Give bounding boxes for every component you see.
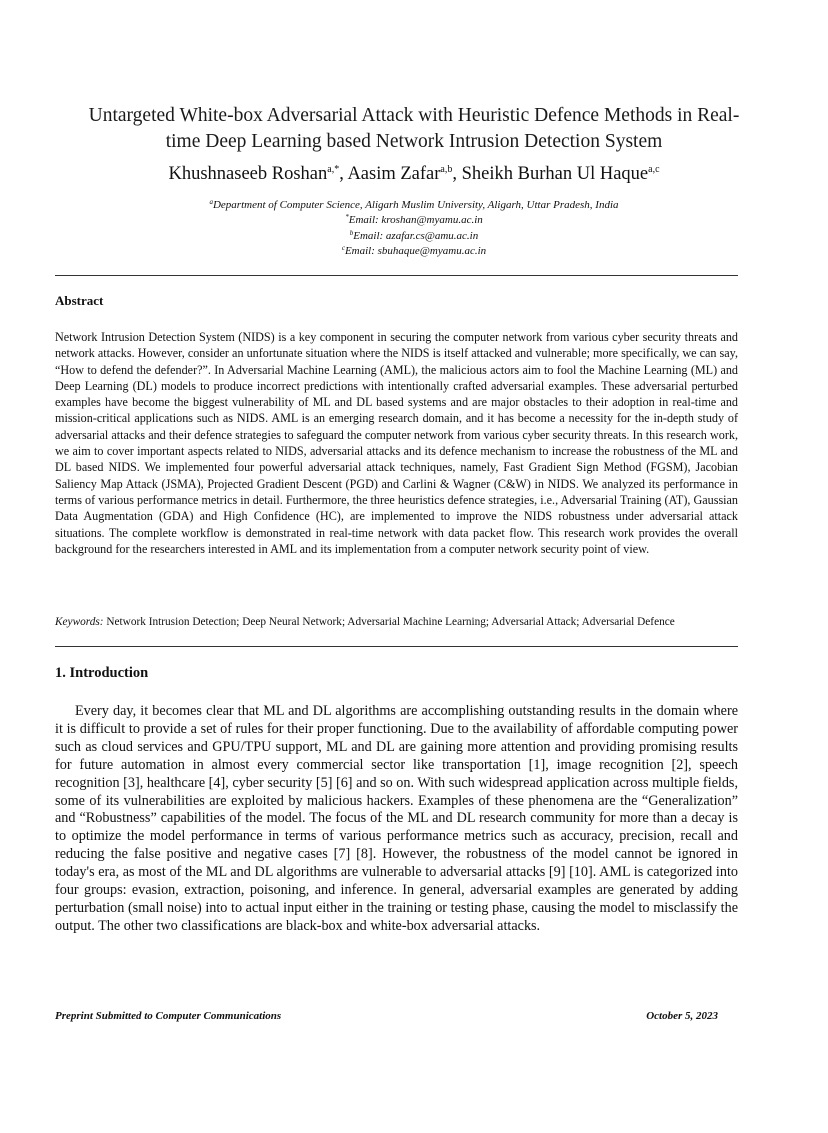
email-text: Email: azafar.cs@amu.ac.in (353, 229, 479, 242)
footer-venue: Preprint Submitted to Computer Communications (55, 1010, 282, 1022)
keywords-label: Keywords: (55, 616, 104, 628)
email-line (40, 229, 788, 244)
affiliation-text: Department of Computer Science, Aligarh Muslim University, Aligarh, Uttar Pradesh, India (212, 199, 619, 211)
divider (55, 275, 738, 276)
author-affiliation-mark: a,c (648, 164, 660, 175)
divider (55, 646, 738, 647)
author-name: Sheikh Burhan Ul Haque (461, 164, 649, 184)
affiliation-mark: c (341, 243, 345, 252)
affiliation-mark: b (349, 228, 354, 237)
title-line-2: time Deep Learning based Network Intrusion Detection System (165, 131, 663, 152)
affiliation-block (40, 198, 788, 259)
email-line (40, 244, 788, 259)
title-line-1: Untargeted White-box Adversarial Attack with Heuristic Defence Methods in Real- (88, 105, 740, 126)
author-separator: , (339, 164, 348, 184)
affiliation-mark: a (209, 198, 213, 206)
author-separator: , (452, 164, 462, 184)
author-list (40, 161, 788, 187)
section-heading: 1. Introduction (55, 665, 149, 681)
email-line (40, 213, 788, 228)
paper-title (40, 103, 788, 155)
email-text: Email: sbuhaque@myamu.ac.in (344, 244, 487, 257)
keywords-line (55, 615, 755, 630)
abstract-body: Network Intrusion Detection System (NIDS) is a key component in securing the computer network from various cyber security threats and network attacks. However, consider an unfortunate situation where the NIDS is itself attacked and vulnerable; more specifically, we can say, “How to defend the defender?”. In Adversarial Machine Learning (AML), the malicious actors aim to fool the Machine Learning (ML) and Deep Learning (DL) models to produce incorrect predictions with intentionally crafted adversarial examples. These adversarial perturbed examples have become the biggest vulnerability of ML and DL based systems and are major obstacles to their adoption in real-time and mission-critical applications such as NIDS. AML is an emerging research domain, and it has become a necessity for the in-depth study of adversarial attacks and their defence strategies to safeguard the computer network from various cyber security threats. In this research work, we aim to cover important aspects related to NIDS, adversarial attacks and its defence mechanism to increase the robustness of the ML and DL based NIDS. We implemented four powerful adversarial attack techniques, namely, Fast Gradient Sign Method (FGSM), Jacobian Saliency Map Attack (JSMA), Projected Gradient Descent (PGD) and Carlini & Wagner (C&W) in NIDS. We analyzed its performance in terms of various performance metrics in detail. Furthermore, the three heuristics defence strategies, i.e., Adversarial Training (AT), Gaussian Data Augmentation (GDA) and High Confidence (HC), are implemented to improve the NIDS robustness under adversarial attack situations. The complete workflow is demonstrated in real-time network with data packet flow. This research work provides the overall background for the researchers interested in AML and its implementation from a computer network security point of view. (55, 330, 738, 556)
affiliation-line (40, 198, 788, 213)
author-name: Khushnaseeb Roshan (168, 164, 328, 184)
footer-date: October 5, 2023 (646, 1010, 718, 1022)
author-name: Aasim Zafar (347, 164, 441, 184)
author-affiliation-mark: a,* (327, 164, 340, 175)
keywords-text: Network Intrusion Detection; Deep Neural Network; Adversarial Machine Learning; Adversarial Attack; Adversarial Defence (103, 616, 675, 628)
affiliation-mark: * (345, 213, 349, 222)
email-text: Email: kroshan@myamu.ac.in (348, 214, 483, 227)
author-affiliation-mark: a,b (440, 164, 453, 175)
abstract-heading: Abstract (55, 293, 104, 308)
introduction-paragraph: Every day, it becomes clear that ML and DL algorithms are accomplishing outstanding results in the domain where it is difficult to provide a set of rules for their proper functioning. Due to the availability of affordable computing power such as cloud services and GPU/TPU support, ML and DL are gaining more attention and providing promising results for future automation in almost every commercial sector like transportation [1], image recognition [2], speech recognition [3], healthcare [4], cyber security [5] [6] and so on. With such widespread application across multiple fields, some of its vulnerabilities are exploited by malicious hackers. Examples of these phenomena are the “Generalization” and “Robustness” capabilities of the model. The focus of the ML and DL research community for more than a decay is to optimize the model performance in terms of various performance metrics such as accuracy, precision, recall and reducing the false positive and negative cases [7] [8]. However, the robustness of the model cannot be ignored in today's era, as most of the ML and DL algorithms are vulnerable to adversarial attacks [9] [10]. AML is categorized into four groups: evasion, extraction, poisoning, and inference. In general, adversarial examples are generated by adding perturbation (small noise) into to actual input either in the training or testing phase, causing the model to misclassify the output. The other two classifications are black-box and white-box adversarial attacks. (55, 703, 738, 934)
